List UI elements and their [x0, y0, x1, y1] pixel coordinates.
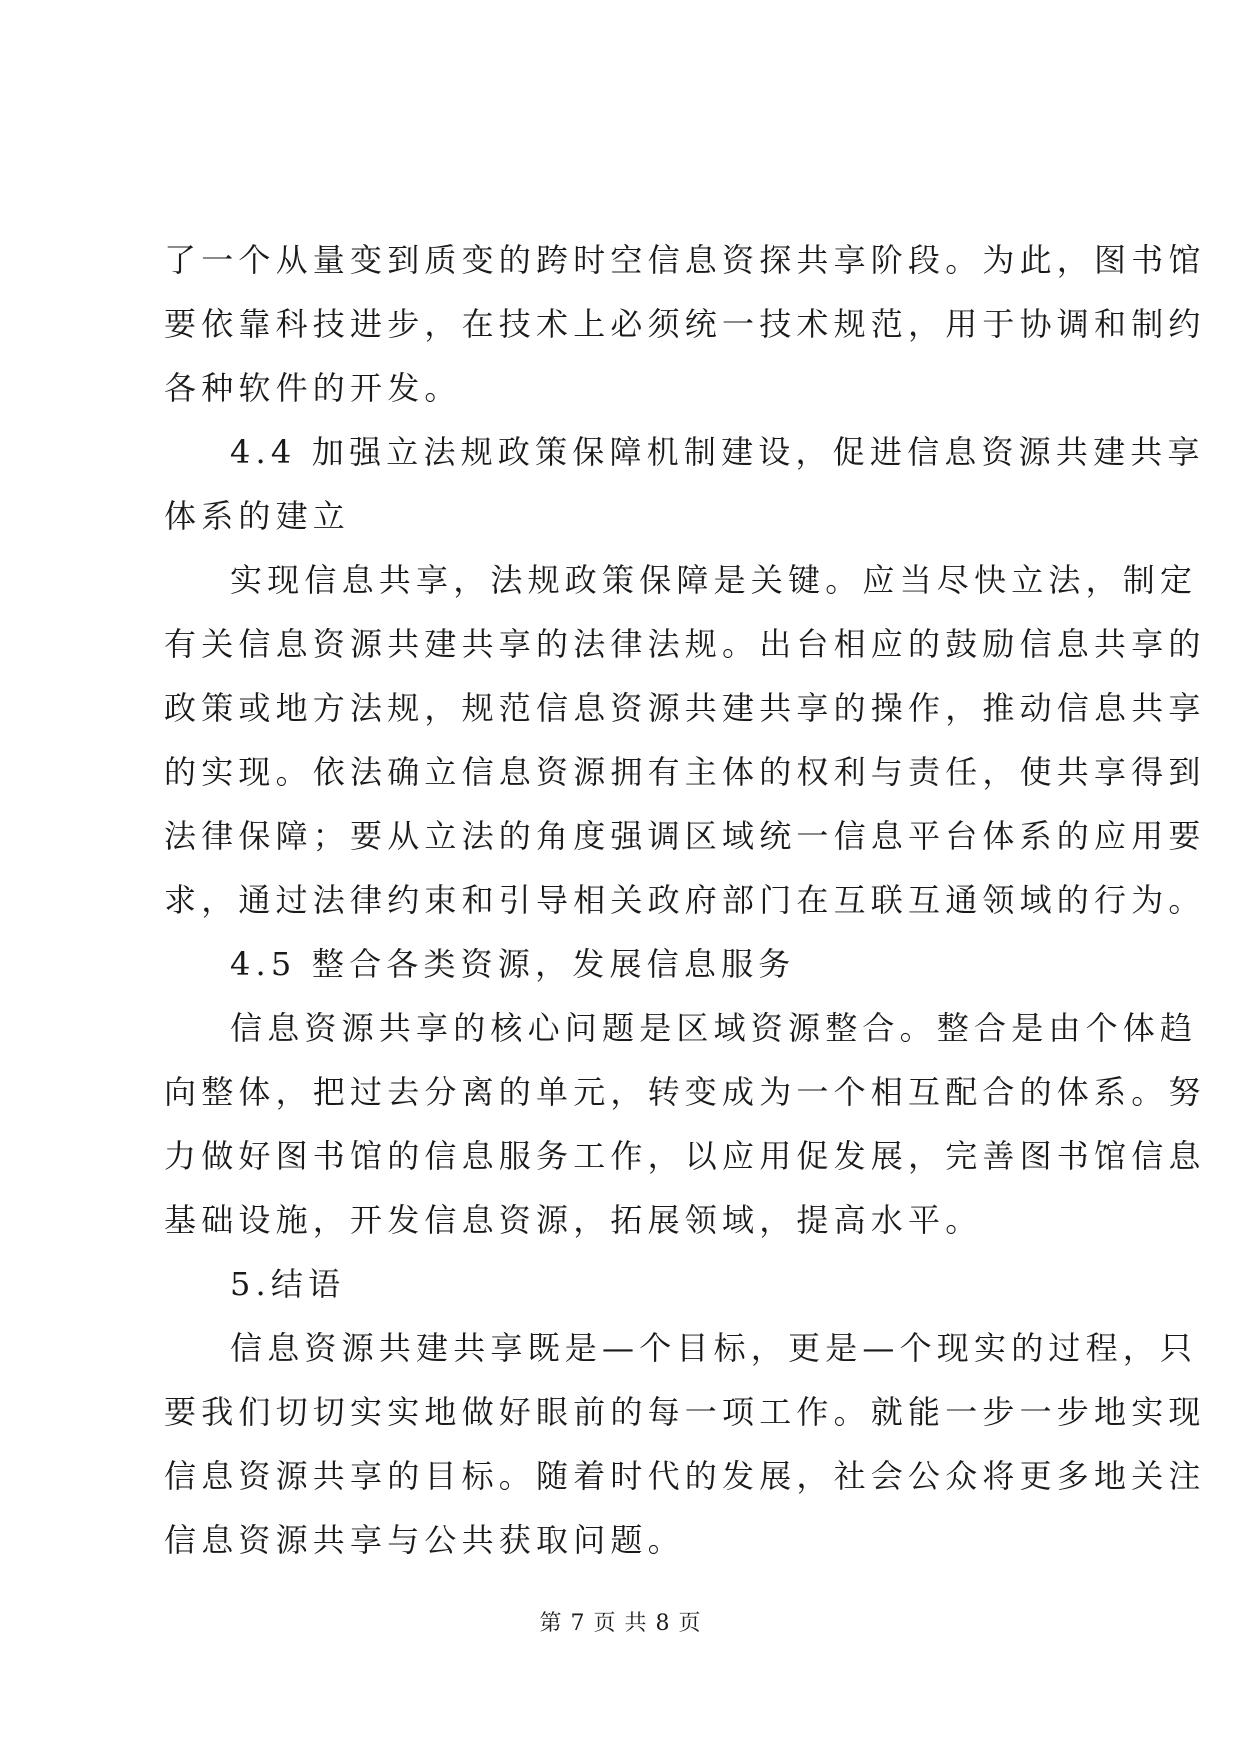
text-line: 信息资源共建共享既是—个目标，更是—个现实的过程，只	[230, 1329, 1198, 1367]
text-line: 有关信息资源共建共享的法律法规。出台相应的鼓励信息共享的	[164, 625, 1206, 663]
text-line: 各种软件的开发。	[164, 369, 462, 407]
text-line: 实现信息共享，法规政策保障是关键。应当尽快立法，制定	[230, 561, 1198, 599]
section-heading-4-4-continued: 体系的建立	[164, 497, 351, 535]
text-line: 向整体，把过去分离的单元，转变成为一个相互配合的体系。努	[164, 1073, 1206, 1111]
text-line: 的实现。依法确立信息资源拥有主体的权利与责任，使共享得到	[164, 753, 1206, 791]
text-line: 要依靠科技进步，在技术上必须统一技术规范，用于协调和制约	[164, 305, 1206, 343]
text-line: 信息资源共享与公共获取问题。	[164, 1521, 685, 1559]
section-heading-5: 5.结语	[230, 1265, 346, 1303]
text-line: 力做好图书馆的信息服务工作，以应用促发展，完善图书馆信息	[164, 1137, 1206, 1175]
text-line: 法律保障；要从立法的角度强调区域统一信息平台体系的应用要	[164, 817, 1206, 855]
section-heading-4-4: 4.4 加强立法规政策保障机制建设，促进信息资源共建共享	[230, 433, 1205, 471]
text-line: 基础设施，开发信息资源，拓展领域，提高水平。	[164, 1201, 983, 1239]
text-line: 政策或地方法规，规范信息资源共建共享的操作，推动信息共享	[164, 689, 1206, 727]
page-number-footer: 第 7 页 共 8 页	[539, 1611, 702, 1636]
text-line: 信息资源共享的目标。随着时代的发展，社会公众将更多地关注	[164, 1457, 1206, 1495]
text-line: 求，通过法律约束和引导相关政府部门在互联互通领域的行为。	[164, 881, 1206, 919]
document-body	[164, 228, 1206, 1572]
text-line: 了一个从量变到质变的跨时空信息资探共享阶段。为此，图书馆	[164, 241, 1206, 279]
text-line: 信息资源共享的核心问题是区域资源整合。整合是由个体趋	[230, 1009, 1198, 1047]
section-heading-4-5: 4.5 整合各类资源，发展信息服务	[230, 945, 796, 983]
text-line: 要我们切切实实地做好眼前的每一项工作。就能一步一步地实现	[164, 1393, 1206, 1431]
